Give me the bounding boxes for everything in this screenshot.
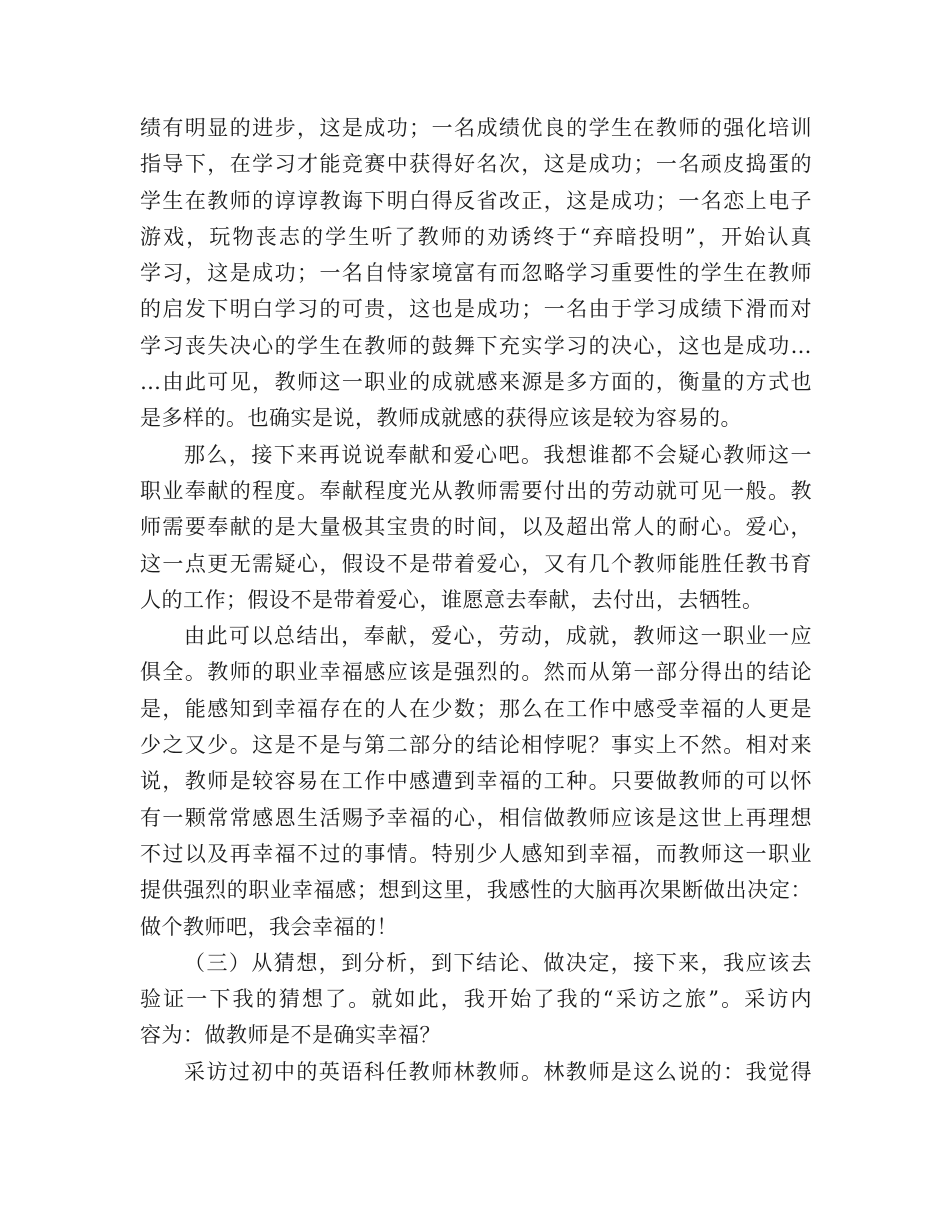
text-line: 职业奉献的程度。奉献程度光从教师需要付出的劳动就可见一般。教 [140, 478, 812, 503]
text-line: …由此可见，教师这一职业的成就感来源是多方面的，衡量的方式也 [140, 370, 812, 395]
text-line: 是，能感知到幸福存在的人在少数；那么在工作中感受幸福的人更是 [140, 696, 812, 721]
text-line: 俱全。教师的职业幸福感应该是强烈的。然而从第一部分得出的结论 [140, 660, 812, 685]
text-line: 的启发下明白学习的可贵，这也是成功；一名由于学习成绩下滑而对 [140, 297, 812, 322]
paragraph-first-line: （三）从猜想，到分析，到下结论、做决定，接下来，我应该去 [184, 950, 812, 975]
text-line: 说，教师是较容易在工作中感遭到幸福的工种。只要做教师的可以怀 [140, 769, 812, 794]
paragraph-first-line: 那么，接下来再说说奉献和爱心吧。我想谁都不会疑心教师这一 [184, 442, 812, 467]
text-line: 验证一下我的猜想了。就如此，我开始了我的“采访之旅”。采访内 [140, 987, 812, 1012]
paragraph-first-line: 由此可以总结出，奉献，爱心，劳动，成就，教师这一职业一应 [184, 624, 812, 649]
body-text [140, 110, 812, 1090]
text-line: 提供强烈的职业幸福感；想到这里，我感性的大脑再次果断做出决定： [140, 878, 812, 903]
paragraph-first-line: 采访过初中的英语科任教师林教师。林教师是这么说的：我觉得 [184, 1059, 812, 1084]
text-line: 这一点更无需疑心，假设不是带着爱心，又有几个教师能胜任教书育 [140, 551, 812, 576]
text-line: 师需要奉献的是大量极其宝贵的时间，以及超出常人的耐心。爱心， [140, 515, 812, 540]
text-line: 容为：做教师是不是确实幸福？ [140, 1023, 441, 1048]
text-line: 是多样的。也确实是说，教师成就感的获得应该是较为容易的。 [140, 406, 742, 431]
text-line: 做个教师吧，我会幸福的！ [140, 914, 398, 939]
text-line: 不过以及再幸福不过的事情。特别少人感知到幸福，而教师这一职业 [140, 841, 812, 866]
text-line: 学生在教师的谆谆教诲下明白得反省改正，这是成功；一名恋上电子 [140, 188, 812, 213]
text-line: 人的工作；假设不是带着爱心，谁愿意去奉献，去付出，去牺牲。 [140, 587, 764, 612]
text-line: 游戏，玩物丧志的学生听了教师的劝诱终于“弃暗投明”，开始认真 [140, 224, 812, 249]
text-line: 有一颗常常感恩生活赐予幸福的心，相信做教师应该是这世上再理想 [140, 805, 812, 830]
text-line: 绩有明显的进步，这是成功；一名成绩优良的学生在教师的强化培训 [140, 116, 812, 140]
text-line: 学习丧失决心的学生在教师的鼓舞下充实学习的决心，这也是成功… [140, 333, 812, 358]
text-line: 指导下，在学习才能竞赛中获得好名次，这是成功；一名顽皮捣蛋的 [140, 152, 812, 177]
text-line: 学习，这是成功；一名自恃家境富有而忽略学习重要性的学生在教师 [140, 261, 812, 286]
text-line: 少之又少。这是不是与第二部分的结论相悖呢？事实上不然。相对来 [140, 733, 812, 758]
